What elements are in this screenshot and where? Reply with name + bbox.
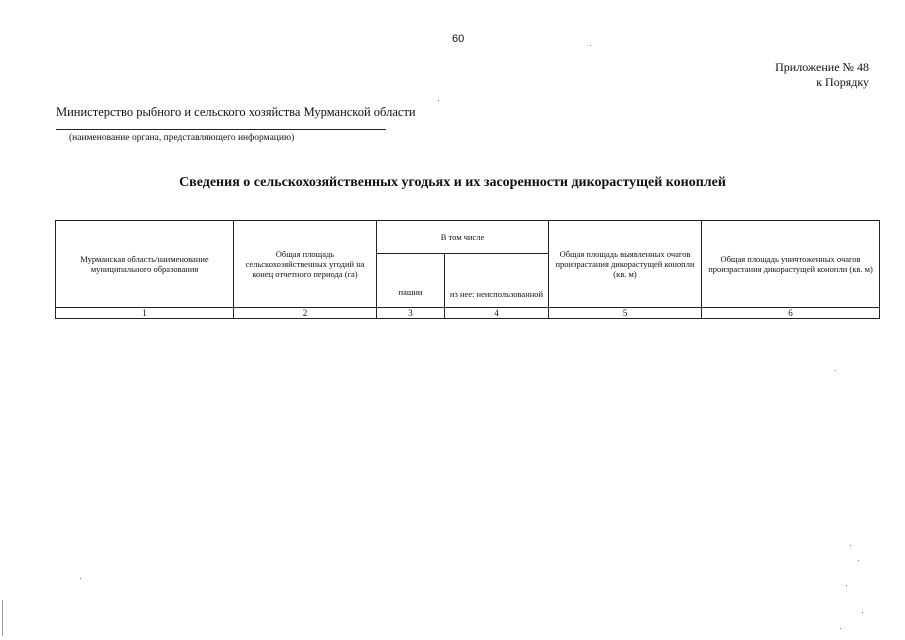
column-number: 5	[549, 308, 702, 319]
table-header-row	[56, 221, 880, 254]
appendix-number: Приложение № 48	[775, 60, 869, 74]
header-arable: пашни	[377, 254, 445, 308]
header-detected-foci: Общая площадь выявленных очагов произрастания дикорастущей конопли (кв. м)	[549, 221, 702, 308]
ministry-caption: (наименование органа, представляющего информацию)	[69, 133, 295, 143]
column-number: 3	[377, 308, 445, 319]
column-number: 6	[702, 308, 880, 319]
appendix-header	[775, 60, 869, 90]
header-including: В том числе	[377, 221, 549, 254]
header-total-area: Общая площадь сельскохозяйственных угодий на конец отчетного периода (га)	[234, 221, 377, 308]
report-table	[55, 220, 880, 319]
document-title: Сведения о сельскохозяйственных угодьях и их засоренности дикорастущей коноплей	[179, 175, 726, 190]
ministry-underline	[56, 129, 386, 130]
ministry-name: Министерство рыбного и сельского хозяйства Мурманской области	[56, 105, 416, 119]
column-number: 2	[234, 308, 377, 319]
scan-speck	[80, 578, 81, 579]
table-number-row	[56, 308, 880, 319]
appendix-reference: к Порядку	[816, 75, 869, 89]
scan-speck	[590, 45, 591, 46]
scan-speck	[858, 560, 859, 561]
scan-edge-mark	[2, 600, 3, 636]
scan-speck	[862, 612, 863, 613]
scan-speck	[840, 628, 841, 629]
column-number: 4	[445, 308, 549, 319]
column-number: 1	[56, 308, 234, 319]
page-number: 60	[452, 33, 465, 45]
scan-speck	[846, 585, 847, 586]
header-destroyed-foci: Общая площадь уничтоженных очагов произрастания дикорастущей конопли (кв. м)	[702, 221, 880, 308]
scan-speck	[850, 545, 851, 546]
header-unused: из нее: неиспользованной	[445, 254, 549, 308]
scan-speck	[438, 100, 439, 101]
header-municipality: Мурманская область/наименование муниципального образования	[56, 221, 234, 308]
scan-speck	[835, 370, 836, 371]
